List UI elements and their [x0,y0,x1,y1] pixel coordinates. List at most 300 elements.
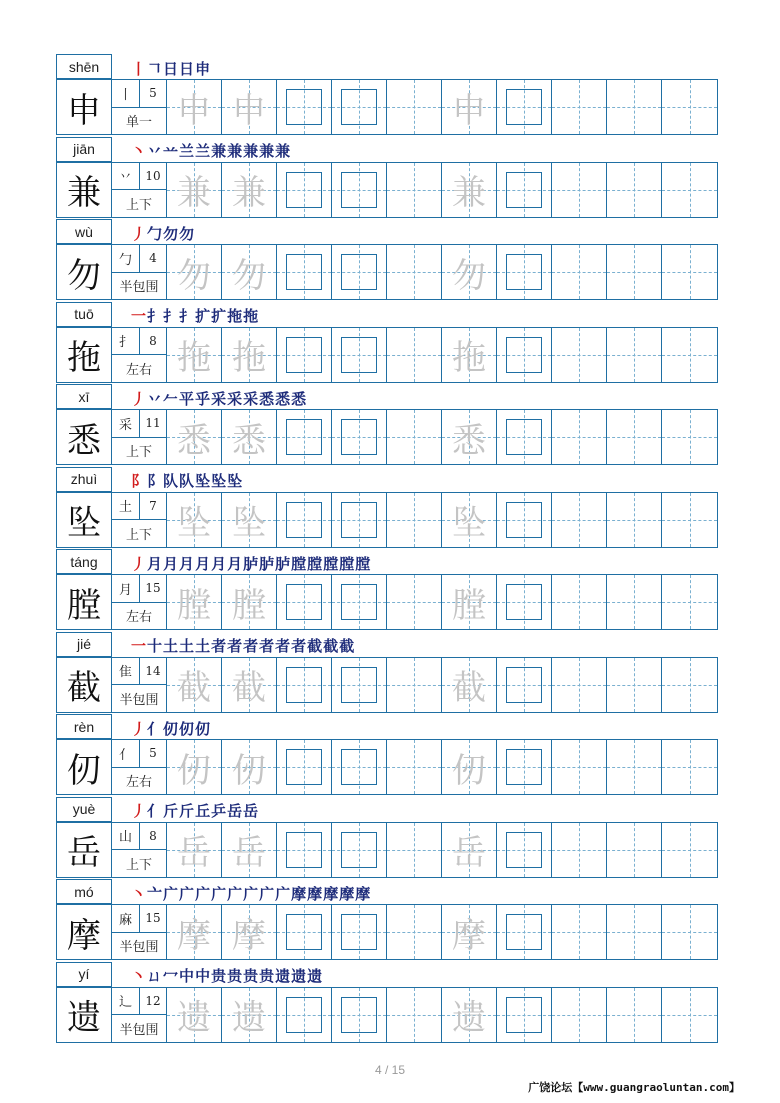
radical: 扌 [112,328,140,355]
stroke-step: 贵 [211,967,228,985]
trace-character: 勿 [177,255,211,296]
box-cell[interactable] [497,245,552,299]
practice-row [56,739,718,795]
trace-cell[interactable] [167,245,222,299]
stroke-count: 15 [145,581,161,596]
stroke-step: 采 [227,389,244,408]
trace-character: 遗 [232,998,266,1038]
character-block [56,714,718,797]
empty-cell[interactable] [552,905,607,959]
trace-cell[interactable] [222,575,277,629]
empty-cell[interactable] [607,163,662,217]
character-block [56,797,718,880]
radical: 土 [112,493,140,520]
pinyin-label: xī [56,384,112,409]
stroke-order-sequence [131,57,211,79]
stroke-step: 丿 [131,224,148,243]
stroke-step: 膛 [307,554,324,573]
inner-box [286,337,322,373]
stroke-order-sequence [131,552,371,574]
trace-character: 岳 [452,833,486,873]
radical: 辶 [112,988,140,1015]
trace-cell[interactable] [442,493,497,547]
stroke-count: 7 [149,498,157,513]
empty-cell[interactable] [387,740,442,794]
stroke-step: 丿 [131,389,148,408]
trace-character: 截 [452,668,486,708]
trace-cell[interactable] [222,163,277,217]
box-cell[interactable] [277,328,332,382]
inner-box [341,419,377,455]
trace-character: 兼 [232,173,266,213]
stroke-step: 丘 [195,802,212,820]
radical: 山 [112,823,140,850]
practice-row [56,409,718,465]
box-cell[interactable] [497,328,552,382]
stroke-order-sequence [131,140,291,162]
box-cell[interactable] [497,493,552,547]
stroke-step: 遗 [275,967,292,985]
empty-cell[interactable] [607,245,662,299]
empty-cell[interactable] [662,988,717,1042]
stroke-step: 一 [131,637,148,655]
trace-character: 勿 [232,255,266,296]
stroke-step: 者 [243,637,260,655]
stroke-step: 勿 [163,224,180,243]
practice-row [56,822,718,878]
trace-character: 拖 [177,338,211,378]
stroke-step: 悉 [275,389,292,408]
inner-box [506,172,542,208]
empty-cell[interactable] [607,905,662,959]
stroke-step: 胪 [259,554,276,573]
pinyin-label: tuō [56,302,112,327]
trace-cell[interactable] [442,80,497,134]
box-cell[interactable] [332,163,387,217]
trace-cell[interactable] [222,905,277,959]
empty-cell[interactable] [552,740,607,794]
box-cell[interactable] [277,740,332,794]
box-cell[interactable] [497,410,552,464]
stroke-step: 者 [227,637,244,655]
trace-character: 悉 [232,420,266,461]
trace-cell[interactable] [167,410,222,464]
stroke-step: 土 [163,637,180,655]
stroke-step: ㄩ [147,967,164,985]
box-cell[interactable] [497,658,552,712]
trace-cell[interactable] [167,575,222,629]
box-cell[interactable] [497,575,552,629]
stroke-step: 岳 [243,802,260,820]
stroke-step: 𠃍 [147,59,164,78]
box-cell[interactable] [497,80,552,134]
stroke-step: 亻 [147,719,164,738]
practice-row [56,327,718,383]
pinyin-label: táng [56,549,112,574]
stroke-step: 扌 [147,307,164,325]
stroke-step: 兰 [195,142,212,160]
inner-box [286,749,322,785]
stroke-order-sequence [131,965,323,987]
empty-cell[interactable] [607,493,662,547]
trace-character: 申 [232,90,266,131]
box-cell[interactable] [497,823,552,877]
model-character: 勿 [57,245,112,299]
stroke-step: 截 [323,637,340,655]
stroke-step: 岳 [227,802,244,820]
stroke-step: 月 [163,554,180,573]
structure-type: 单一 [125,115,152,131]
practice-row [56,492,718,548]
trace-character: 遗 [177,998,211,1038]
stroke-step: 摩 [323,884,340,903]
structure-type: 上下 [125,197,152,213]
box-cell[interactable] [332,410,387,464]
stroke-step: 悉 [291,389,308,408]
stroke-step: 贵 [259,967,276,985]
stroke-step: 兼 [275,142,292,160]
box-cell[interactable] [277,988,332,1042]
trace-cell[interactable] [442,658,497,712]
empty-cell[interactable] [552,493,607,547]
empty-cell[interactable] [552,410,607,464]
stroke-step: 丶 [131,884,148,903]
trace-cell[interactable] [442,163,497,217]
empty-cell[interactable] [387,328,442,382]
empty-cell[interactable] [387,245,442,299]
stroke-order-sequence [131,635,355,657]
stroke-step: 采 [243,389,260,408]
inner-box [506,584,542,620]
trace-character: 遗 [452,998,486,1038]
trace-cell[interactable] [442,245,497,299]
model-character: 岳 [57,823,112,877]
empty-cell[interactable] [662,905,717,959]
character-block [56,879,718,962]
character-block [56,962,718,1045]
stroke-step: 拖 [243,307,260,325]
inner-box [286,997,322,1033]
stroke-step: 丷 [147,142,164,160]
trace-cell[interactable] [442,328,497,382]
character-block [56,137,718,220]
empty-cell[interactable] [387,988,442,1042]
box-cell[interactable] [277,575,332,629]
inner-box [506,337,542,373]
inner-box [286,667,322,703]
box-cell[interactable] [332,80,387,134]
stroke-step: 日 [163,59,180,78]
model-character: 截 [57,658,112,712]
stroke-count: 4 [149,251,157,266]
practice-row [56,574,718,630]
trace-character: 坠 [177,503,211,543]
trace-character: 勿 [452,255,486,296]
stroke-step: 贵 [243,967,260,985]
box-cell[interactable] [277,823,332,877]
trace-cell[interactable] [222,328,277,382]
inner-box [506,914,542,950]
box-cell[interactable] [332,575,387,629]
stroke-step: 截 [307,637,324,655]
radical: 丨 [112,80,140,107]
inner-box [506,254,542,290]
stroke-step: 十 [147,637,164,655]
stroke-order-sequence [131,387,307,409]
empty-cell[interactable] [387,658,442,712]
trace-cell[interactable] [167,328,222,382]
empty-cell[interactable] [387,163,442,217]
character-block [56,219,718,302]
practice-row [56,162,718,218]
trace-cell[interactable] [442,740,497,794]
stroke-step: 勹 [147,224,164,243]
box-cell[interactable] [277,658,332,712]
structure-type: 左右 [125,775,152,791]
box-cell[interactable] [277,163,332,217]
character-block [56,54,718,137]
empty-cell[interactable] [607,740,662,794]
empty-cell[interactable] [662,328,717,382]
stroke-order-sequence [131,800,259,822]
stroke-step: 膛 [355,554,372,573]
trace-cell[interactable] [442,410,497,464]
trace-character: 膛 [177,585,211,626]
inner-box [341,832,377,868]
trace-cell[interactable] [167,823,222,877]
stroke-step: 者 [211,637,228,655]
trace-character: 岳 [177,833,211,873]
box-cell[interactable] [332,493,387,547]
box-cell[interactable] [332,823,387,877]
empty-cell[interactable] [607,988,662,1042]
character-block [56,549,718,632]
trace-cell[interactable] [167,493,222,547]
stroke-step: 一 [131,307,148,325]
stroke-step: 广 [163,884,180,903]
trace-cell[interactable] [167,80,222,134]
inner-box [506,89,542,125]
inner-box [286,502,322,538]
stroke-step: 仞 [179,719,196,738]
stroke-step: 月 [211,554,228,573]
trace-cell[interactable] [222,823,277,877]
stroke-step: 丶 [131,967,148,985]
empty-cell[interactable] [607,575,662,629]
stroke-step: 丶 [131,142,148,160]
stroke-step: 兼 [211,142,228,160]
model-character: 坠 [57,493,112,547]
empty-cell[interactable] [387,823,442,877]
stroke-step: 采 [211,389,228,408]
inner-box [286,914,322,950]
stroke-step: 贵 [227,967,244,985]
trace-character: 兼 [452,173,486,213]
empty-cell[interactable] [552,823,607,877]
stroke-order-sequence [131,222,195,244]
practice-row [56,79,718,135]
stroke-step: 坠 [195,472,212,490]
empty-cell[interactable] [387,905,442,959]
box-cell[interactable] [497,163,552,217]
box-cell[interactable] [277,493,332,547]
box-cell[interactable] [497,905,552,959]
stroke-step: 广 [243,884,260,903]
box-cell[interactable] [497,988,552,1042]
box-cell[interactable] [277,245,332,299]
trace-cell[interactable] [442,905,497,959]
trace-cell[interactable] [167,988,222,1042]
box-cell[interactable] [277,905,332,959]
stroke-step: 𠂉 [163,389,180,408]
stroke-step: 中 [195,967,212,985]
stroke-count: 12 [145,993,161,1008]
empty-cell[interactable] [662,163,717,217]
empty-cell[interactable] [662,245,717,299]
box-cell[interactable] [332,905,387,959]
box-cell[interactable] [332,740,387,794]
empty-cell[interactable] [552,328,607,382]
site-watermark: 广饶论坛【www.guangraoluntan.com】 [528,1081,740,1094]
model-character: 申 [57,80,112,134]
trace-character: 膛 [232,585,266,626]
empty-cell[interactable] [387,80,442,134]
model-character: 兼 [57,163,112,217]
stroke-step: 丷 [147,389,164,408]
empty-cell[interactable] [662,493,717,547]
trace-cell[interactable] [222,740,277,794]
box-cell[interactable] [277,410,332,464]
stroke-step: 月 [147,554,164,573]
structure-type: 左右 [125,362,152,378]
empty-cell[interactable] [552,80,607,134]
trace-character: 仞 [452,750,486,791]
trace-cell[interactable] [167,658,222,712]
stroke-step: 平 [179,389,196,408]
stroke-step: 广 [227,884,244,903]
trace-character: 截 [232,668,266,708]
trace-cell[interactable] [442,575,497,629]
stroke-count: 5 [149,86,157,101]
stroke-step: 日 [179,59,196,78]
trace-character: 拖 [452,338,486,378]
stroke-step: 申 [195,59,212,78]
empty-cell[interactable] [607,328,662,382]
trace-character: 摩 [177,915,211,956]
empty-cell[interactable] [662,410,717,464]
pinyin-label: yuè [56,797,112,822]
box-cell[interactable] [332,658,387,712]
empty-cell[interactable] [662,823,717,877]
empty-cell[interactable] [662,80,717,134]
trace-cell[interactable] [442,988,497,1042]
empty-cell[interactable] [387,493,442,547]
trace-cell[interactable] [222,493,277,547]
stroke-count: 8 [149,333,157,348]
stroke-step: 扌 [179,307,196,325]
character-info [112,328,167,382]
empty-cell[interactable] [662,740,717,794]
stroke-step: 悉 [259,389,276,408]
pinyin-label: jiān [56,137,112,162]
trace-cell[interactable] [167,740,222,794]
stroke-step: 兼 [243,142,260,160]
empty-cell[interactable] [552,245,607,299]
empty-cell[interactable] [552,163,607,217]
empty-cell[interactable] [662,658,717,712]
stroke-step: 坠 [211,472,228,490]
trace-cell[interactable] [167,905,222,959]
stroke-step: 丿 [131,719,148,738]
empty-cell[interactable] [662,575,717,629]
empty-cell[interactable] [607,80,662,134]
stroke-step: 队 [179,472,196,490]
empty-cell[interactable] [552,988,607,1042]
inner-box [286,419,322,455]
pinyin-label: shēn [56,54,112,79]
stroke-step: 阝 [131,472,148,490]
trace-cell[interactable] [222,988,277,1042]
trace-character: 兼 [177,173,211,213]
pinyin-label: rèn [56,714,112,739]
inner-box [341,997,377,1033]
trace-cell[interactable] [167,163,222,217]
stroke-step: 勿 [179,224,196,243]
stroke-step: 摩 [339,884,356,903]
structure-type: 半包围 [119,692,159,708]
stroke-step: 广 [195,884,212,903]
empty-cell[interactable] [387,410,442,464]
trace-cell[interactable] [222,245,277,299]
inner-box [341,584,377,620]
stroke-count: 5 [149,746,157,761]
empty-cell[interactable] [387,575,442,629]
model-character: 悉 [57,410,112,464]
structure-type: 半包围 [119,940,159,956]
character-info [112,80,167,134]
box-cell[interactable] [332,245,387,299]
stroke-count: 14 [145,663,161,678]
inner-box [341,667,377,703]
stroke-step: 广 [259,884,276,903]
trace-character: 仞 [177,750,211,791]
trace-cell[interactable] [222,658,277,712]
inner-box [341,502,377,538]
box-cell[interactable] [332,328,387,382]
box-cell[interactable] [497,740,552,794]
trace-cell[interactable] [222,80,277,134]
stroke-step: 月 [179,554,196,573]
radical: 隹 [112,658,140,685]
empty-cell[interactable] [552,658,607,712]
trace-cell[interactable] [222,410,277,464]
empty-cell[interactable] [607,658,662,712]
empty-cell[interactable] [607,410,662,464]
structure-type: 半包围 [119,280,159,296]
inner-box [286,89,322,125]
character-info [112,740,167,794]
stroke-step: 土 [179,637,196,655]
box-cell[interactable] [332,988,387,1042]
trace-cell[interactable] [442,823,497,877]
stroke-step: 遗 [291,967,308,985]
empty-cell[interactable] [552,575,607,629]
pinyin-label: yí [56,962,112,987]
radical: 勹 [112,245,140,272]
box-cell[interactable] [277,80,332,134]
stroke-order-sequence [131,882,371,904]
empty-cell[interactable] [607,823,662,877]
